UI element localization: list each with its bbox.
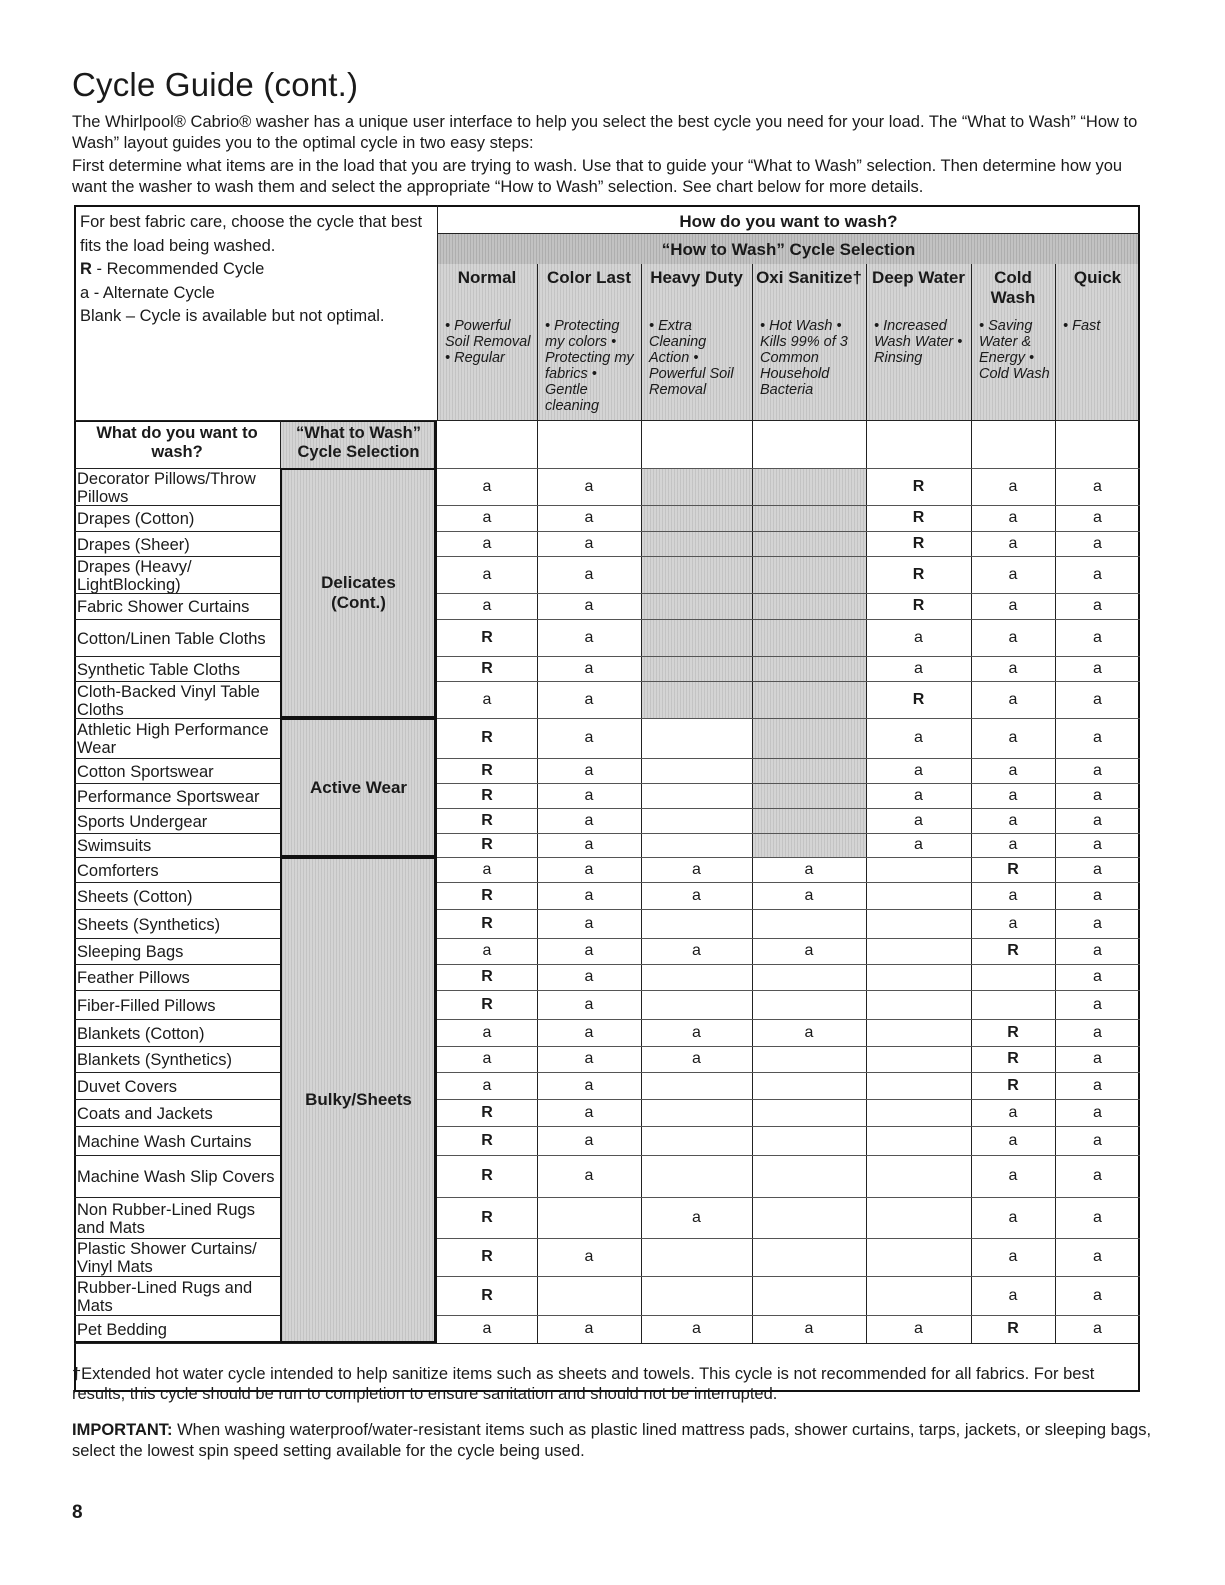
cell-value: R (481, 729, 493, 746)
cell-value: a (482, 478, 492, 495)
row-divider (74, 909, 280, 910)
footnote: †Extended hot water cycle intended to help sanitize items such as sheets and towels. This cycle is not recommended for all fabrics. For best results, this cycle should be run to completion to ensure sanitation and should not be interrupted. (72, 1365, 1095, 1403)
column-divider (437, 205, 438, 420)
cell-value: a (1008, 1167, 1018, 1184)
cell-value: a (584, 1132, 594, 1149)
row-item-label: Plastic Shower Curtains/ Vinyl Mats (77, 1240, 257, 1276)
row-divider (74, 857, 280, 858)
cell-value: a (692, 1209, 701, 1226)
cell-value: a (1093, 762, 1102, 779)
column-divider (537, 264, 538, 420)
cell-value: a (1093, 1167, 1102, 1184)
cell-value: a (692, 1320, 701, 1337)
group-label-active-wear: Active Wear (310, 777, 408, 797)
what-to-wash-question: What do you want to wash? (96, 424, 258, 461)
cell-value: a (584, 915, 594, 932)
row-item-label: Fiber-Filled Pillows (77, 996, 216, 1015)
row-item-label: Drapes (Sheer) (77, 535, 190, 554)
cell-value: a (1093, 1050, 1102, 1067)
cell-value: R (481, 629, 493, 646)
cell-value: a (482, 1320, 492, 1337)
important-label: IMPORTANT: (72, 1421, 173, 1439)
cell-value: a (1093, 729, 1102, 746)
column-header-cold-wash: Cold Wash (990, 268, 1036, 307)
cell-value: a (1008, 729, 1018, 746)
cell-value: R (481, 660, 493, 677)
row-divider (74, 758, 280, 759)
row-item-label: Cotton Sportswear (77, 762, 214, 781)
row-divider (74, 718, 280, 719)
cell-value: R (912, 478, 925, 495)
column-description: • Increased Wash Water • Rinsing (874, 318, 963, 366)
row-item-label: Drapes (Heavy/ LightBlocking) (77, 557, 192, 594)
row-divider (74, 1238, 280, 1239)
cell-value: a (1008, 1209, 1018, 1226)
row-divider (74, 1276, 280, 1277)
row-divider (74, 1315, 280, 1316)
cell-value: a (584, 812, 594, 829)
page-title: Cycle Guide (cont.) (72, 66, 359, 103)
cell-value: a (584, 942, 594, 959)
cell-value: a (914, 836, 923, 853)
cell-value: a (482, 691, 492, 708)
cell-value: a (1008, 597, 1018, 614)
cell-value: R (1007, 1077, 1019, 1094)
cell-value: a (1008, 915, 1018, 932)
cell-value: R (481, 762, 493, 779)
row-divider (74, 1099, 280, 1100)
column-header-color-last: Color Last (546, 268, 632, 287)
legend-recommended: R - Recommended Cycle (80, 260, 265, 278)
cell-value: a (1093, 509, 1102, 526)
cell-value: a (1093, 1287, 1102, 1304)
cell-value: a (804, 887, 814, 904)
cell-value: a (1093, 812, 1102, 829)
row-item-label: Synthetic Table Cloths (77, 660, 240, 679)
row-item-label: Machine Wash Slip Covers (77, 1168, 275, 1186)
cell-value: a (1008, 1104, 1018, 1121)
column-description: • Fast (1063, 318, 1101, 334)
cell-value: R (481, 1104, 493, 1121)
cell-value: a (1093, 1209, 1102, 1226)
cell-value: R (912, 566, 925, 583)
cell-value: a (1093, 996, 1102, 1013)
page-number: 8 (72, 1502, 83, 1523)
row-divider (74, 619, 280, 620)
cell-value: a (584, 1104, 594, 1121)
cell-value: a (1008, 836, 1018, 853)
cell-value: a (692, 942, 701, 959)
divider-line (280, 420, 281, 468)
column-header-quick: Quick (1073, 268, 1122, 287)
cell-value: a (1008, 1132, 1018, 1149)
row-divider (74, 1126, 280, 1127)
cell-value: a (584, 509, 594, 526)
cell-value: a (1093, 597, 1102, 614)
cell-value: a (584, 629, 594, 646)
cell-value: R (481, 1209, 493, 1226)
cell-value: a (1093, 1024, 1102, 1041)
cell-value: a (1093, 915, 1102, 932)
cell-value: a (584, 566, 594, 583)
cell-value: a (1093, 1248, 1102, 1265)
row-divider (74, 833, 280, 834)
cell-value: R (912, 691, 925, 708)
important-note (72, 1420, 1152, 1461)
column-description: • Powerful Soil Removal • Regular (445, 318, 531, 366)
cell-value: a (1008, 1248, 1018, 1265)
row-divider (74, 990, 280, 991)
cell-value: a (1008, 812, 1018, 829)
cell-value: R (1007, 861, 1019, 878)
important-text: When washing waterproof/water-resistant items such as plastic lined mattress pads, shower curtains, tarps, jackets, or sleeping bags, select the lowest spin speed setting available for the cycle being used. (72, 1421, 1152, 1460)
row-item-label: Blankets (Synthetics) (77, 1051, 232, 1069)
cell-value: R (1007, 1320, 1019, 1337)
cell-value: a (1008, 566, 1018, 583)
cell-value: R (481, 1167, 493, 1184)
cell-value: R (1007, 1024, 1019, 1041)
cell-value: a (1008, 509, 1018, 526)
row-divider (74, 593, 280, 594)
cell-value: a (1093, 629, 1102, 646)
intro-paragraph-1: The Whirlpool® Cabrio® washer has a unique user interface to help you select the best cycle you need for your load. The “What to Wash” “How to Wash” layout guides you to the optimal cycle in two easy steps: (72, 113, 1138, 152)
row-item-label: Comforters (77, 861, 159, 880)
row-item-label: Athletic High Performance Wear (77, 721, 269, 757)
row-divider (74, 1155, 280, 1156)
row-divider (74, 808, 280, 809)
cell-value: R (912, 509, 925, 526)
column-divider (752, 264, 753, 420)
cell-value: a (914, 729, 923, 746)
row-item-label: Cloth-Backed Vinyl Table Cloths (77, 682, 260, 719)
cell-value: R (481, 887, 493, 904)
cell-value: a (584, 968, 594, 985)
row-divider (74, 938, 280, 939)
row-item-label: Coats and Jackets (77, 1104, 213, 1123)
cell-value: a (1093, 968, 1102, 985)
cell-value: R (481, 996, 493, 1013)
row-item-label: Machine Wash Curtains (77, 1132, 252, 1151)
cell-value: a (482, 861, 492, 878)
cell-value: R (1007, 1050, 1019, 1067)
row-item-label: Pet Bedding (77, 1321, 167, 1339)
cell-value: a (482, 566, 492, 583)
cell-value: a (584, 1248, 594, 1265)
legend (80, 211, 425, 329)
intro-text (72, 112, 1152, 200)
column-description: • Extra Cleaning Action • Powerful Soil Removal (649, 318, 734, 398)
row-item-label: Sheets (Cotton) (77, 887, 193, 906)
column-divider (1055, 264, 1056, 420)
cell-value: a (1093, 1104, 1102, 1121)
cell-value: a (482, 509, 492, 526)
cell-value: R (912, 535, 925, 552)
cell-value: a (1093, 787, 1102, 804)
cell-value: a (914, 629, 923, 646)
row-divider (74, 505, 280, 506)
row-divider (74, 1019, 280, 1020)
cell-value: a (914, 1320, 923, 1337)
cell-value: R (481, 787, 493, 804)
cell-value: R (912, 597, 925, 614)
row-item-label: Blankets (Cotton) (77, 1024, 205, 1043)
column-divider (971, 264, 972, 420)
row-item-label: Cotton/Linen Table Cloths (77, 629, 266, 648)
row-item-label: Duvet Covers (77, 1077, 177, 1096)
cell-value: a (804, 861, 814, 878)
cell-value: a (584, 787, 594, 804)
cell-value: a (1008, 535, 1018, 552)
cell-value: a (1093, 1320, 1102, 1337)
row-item-label: Drapes (Cotton) (77, 510, 195, 528)
row-item-label: Sports Undergear (77, 812, 208, 831)
row-divider (74, 656, 280, 657)
row-item-label: Performance Sportswear (77, 787, 260, 806)
cell-value: a (1093, 861, 1102, 878)
row-divider (74, 964, 280, 965)
column-header-deep-water: Deep Water (872, 268, 965, 287)
cell-value: a (1093, 566, 1102, 583)
cell-value: R (1007, 942, 1019, 959)
cell-value: a (1093, 535, 1102, 552)
row-divider (74, 1197, 280, 1198)
row-item-label: Feather Pillows (77, 969, 190, 987)
legend-intro: For best fabric care, choose the cycle that best fits the load being washed. (80, 213, 423, 255)
cell-value: a (804, 942, 814, 959)
cell-value: a (584, 1320, 594, 1337)
cell-value: a (584, 1077, 594, 1094)
cell-value: a (1008, 691, 1018, 708)
cell-value: a (1008, 629, 1018, 646)
cell-value: a (804, 1320, 814, 1337)
cell-value: a (1008, 787, 1018, 804)
cell-value: a (482, 1050, 492, 1067)
cell-value: a (584, 729, 594, 746)
group-label-bulky-sheets: Bulky/Sheets (305, 1090, 412, 1109)
row-divider (74, 531, 280, 532)
cell-value: a (914, 762, 923, 779)
column-header-normal: Normal (457, 268, 517, 287)
cell-value: R (481, 915, 493, 932)
cell-value: a (914, 660, 923, 677)
column-divider (866, 264, 867, 420)
cell-value: a (584, 1024, 594, 1041)
cell-value: a (482, 597, 492, 614)
column-header-oxi-sanitize: Oxi Sanitize† (756, 268, 862, 287)
cell-value: a (692, 887, 701, 904)
cell-value: a (584, 887, 594, 904)
cell-value: a (1093, 836, 1102, 853)
cell-value: a (804, 1024, 814, 1041)
how-to-wash-selection-label: “How to Wash” Cycle Selection (661, 240, 916, 259)
cell-value: a (584, 996, 594, 1013)
cell-value: a (584, 660, 594, 677)
cell-value: a (1093, 691, 1102, 708)
column-header-heavy-duty: Heavy Duty (650, 268, 743, 287)
row-item-label: Rubber-Lined Rugs and Mats (77, 1278, 253, 1315)
cell-value: R (481, 1132, 493, 1149)
group-label-delicates: Delicates (Cont.) (321, 573, 396, 612)
cell-value: a (584, 535, 594, 552)
divider-line (437, 233, 1140, 234)
cell-value: a (692, 861, 701, 878)
cell-value: a (584, 861, 594, 878)
legend-blank: Blank – Cycle is available but not optimal. (80, 307, 385, 325)
header-bottom-line (74, 420, 1140, 421)
row-item-label: Decorator Pillows/Throw Pillows (77, 469, 256, 506)
cell-value: a (1008, 887, 1018, 904)
row-item-label: Fabric Shower Curtains (77, 598, 250, 616)
cell-value: a (1093, 660, 1102, 677)
cell-value: a (692, 1050, 701, 1067)
row-divider (74, 783, 280, 784)
cell-value: a (482, 942, 492, 959)
cell-value: a (584, 836, 594, 853)
cell-value: a (1008, 1287, 1018, 1304)
column-description: • Hot Wash • Kills 99% of 3 Common Household Bacteria (760, 318, 848, 398)
column-description: • Protecting my colors • Protecting my fabrics • Gentle cleaning (545, 318, 634, 414)
what-to-wash-selection-label: “What to Wash” Cycle Selection (296, 424, 421, 461)
cell-value: a (482, 1077, 492, 1094)
cell-value: a (482, 1024, 492, 1041)
cell-value: a (1093, 1132, 1102, 1149)
cell-value: a (482, 535, 492, 552)
cell-value: a (584, 762, 594, 779)
row-divider (74, 1072, 280, 1073)
cell-value: R (481, 968, 493, 985)
cell-value: a (584, 1167, 594, 1184)
table-body-bottom-line (74, 1343, 1140, 1344)
cell-value: a (692, 1024, 701, 1041)
row-item-label: Sleeping Bags (77, 943, 184, 961)
row-item-label: Swimsuits (77, 837, 152, 855)
cell-value: a (584, 478, 594, 495)
column-divider (641, 264, 642, 420)
cell-value: a (914, 812, 923, 829)
cell-value: a (1008, 762, 1018, 779)
cell-value: R (481, 836, 493, 853)
cell-value: a (1008, 660, 1018, 677)
cell-value: R (481, 1248, 493, 1265)
row-item-label: Sheets (Synthetics) (77, 915, 221, 934)
legend-alternate: a - Alternate Cycle (80, 283, 215, 302)
intro-paragraph-2: First determine what items are in the load that you are trying to wash. Use that to guide your “What to Wash” selection. Then determine how you want the washer to wash them and select the appropriate “How to Wash” selection. See chart below for more details. (72, 157, 1123, 196)
cell-value: a (584, 1050, 594, 1067)
cell-value: a (584, 597, 594, 614)
cell-value: a (1093, 942, 1102, 959)
cell-value: a (1008, 478, 1018, 495)
cell-value: a (1093, 887, 1102, 904)
cell-value: a (584, 691, 594, 708)
row-item-label: Non Rubber-Lined Rugs and Mats (77, 1200, 255, 1237)
cell-value: R (481, 812, 493, 829)
column-description: • Saving Water & Energy • Cold Wash (979, 318, 1050, 382)
cell-value: a (1093, 478, 1102, 495)
cell-value: a (1093, 1077, 1102, 1094)
row-divider (74, 882, 280, 883)
cell-value: a (914, 787, 923, 804)
how-to-wash-question: How do you want to wash? (679, 212, 898, 231)
cell-value: R (481, 1287, 493, 1304)
row-divider (74, 1046, 280, 1047)
